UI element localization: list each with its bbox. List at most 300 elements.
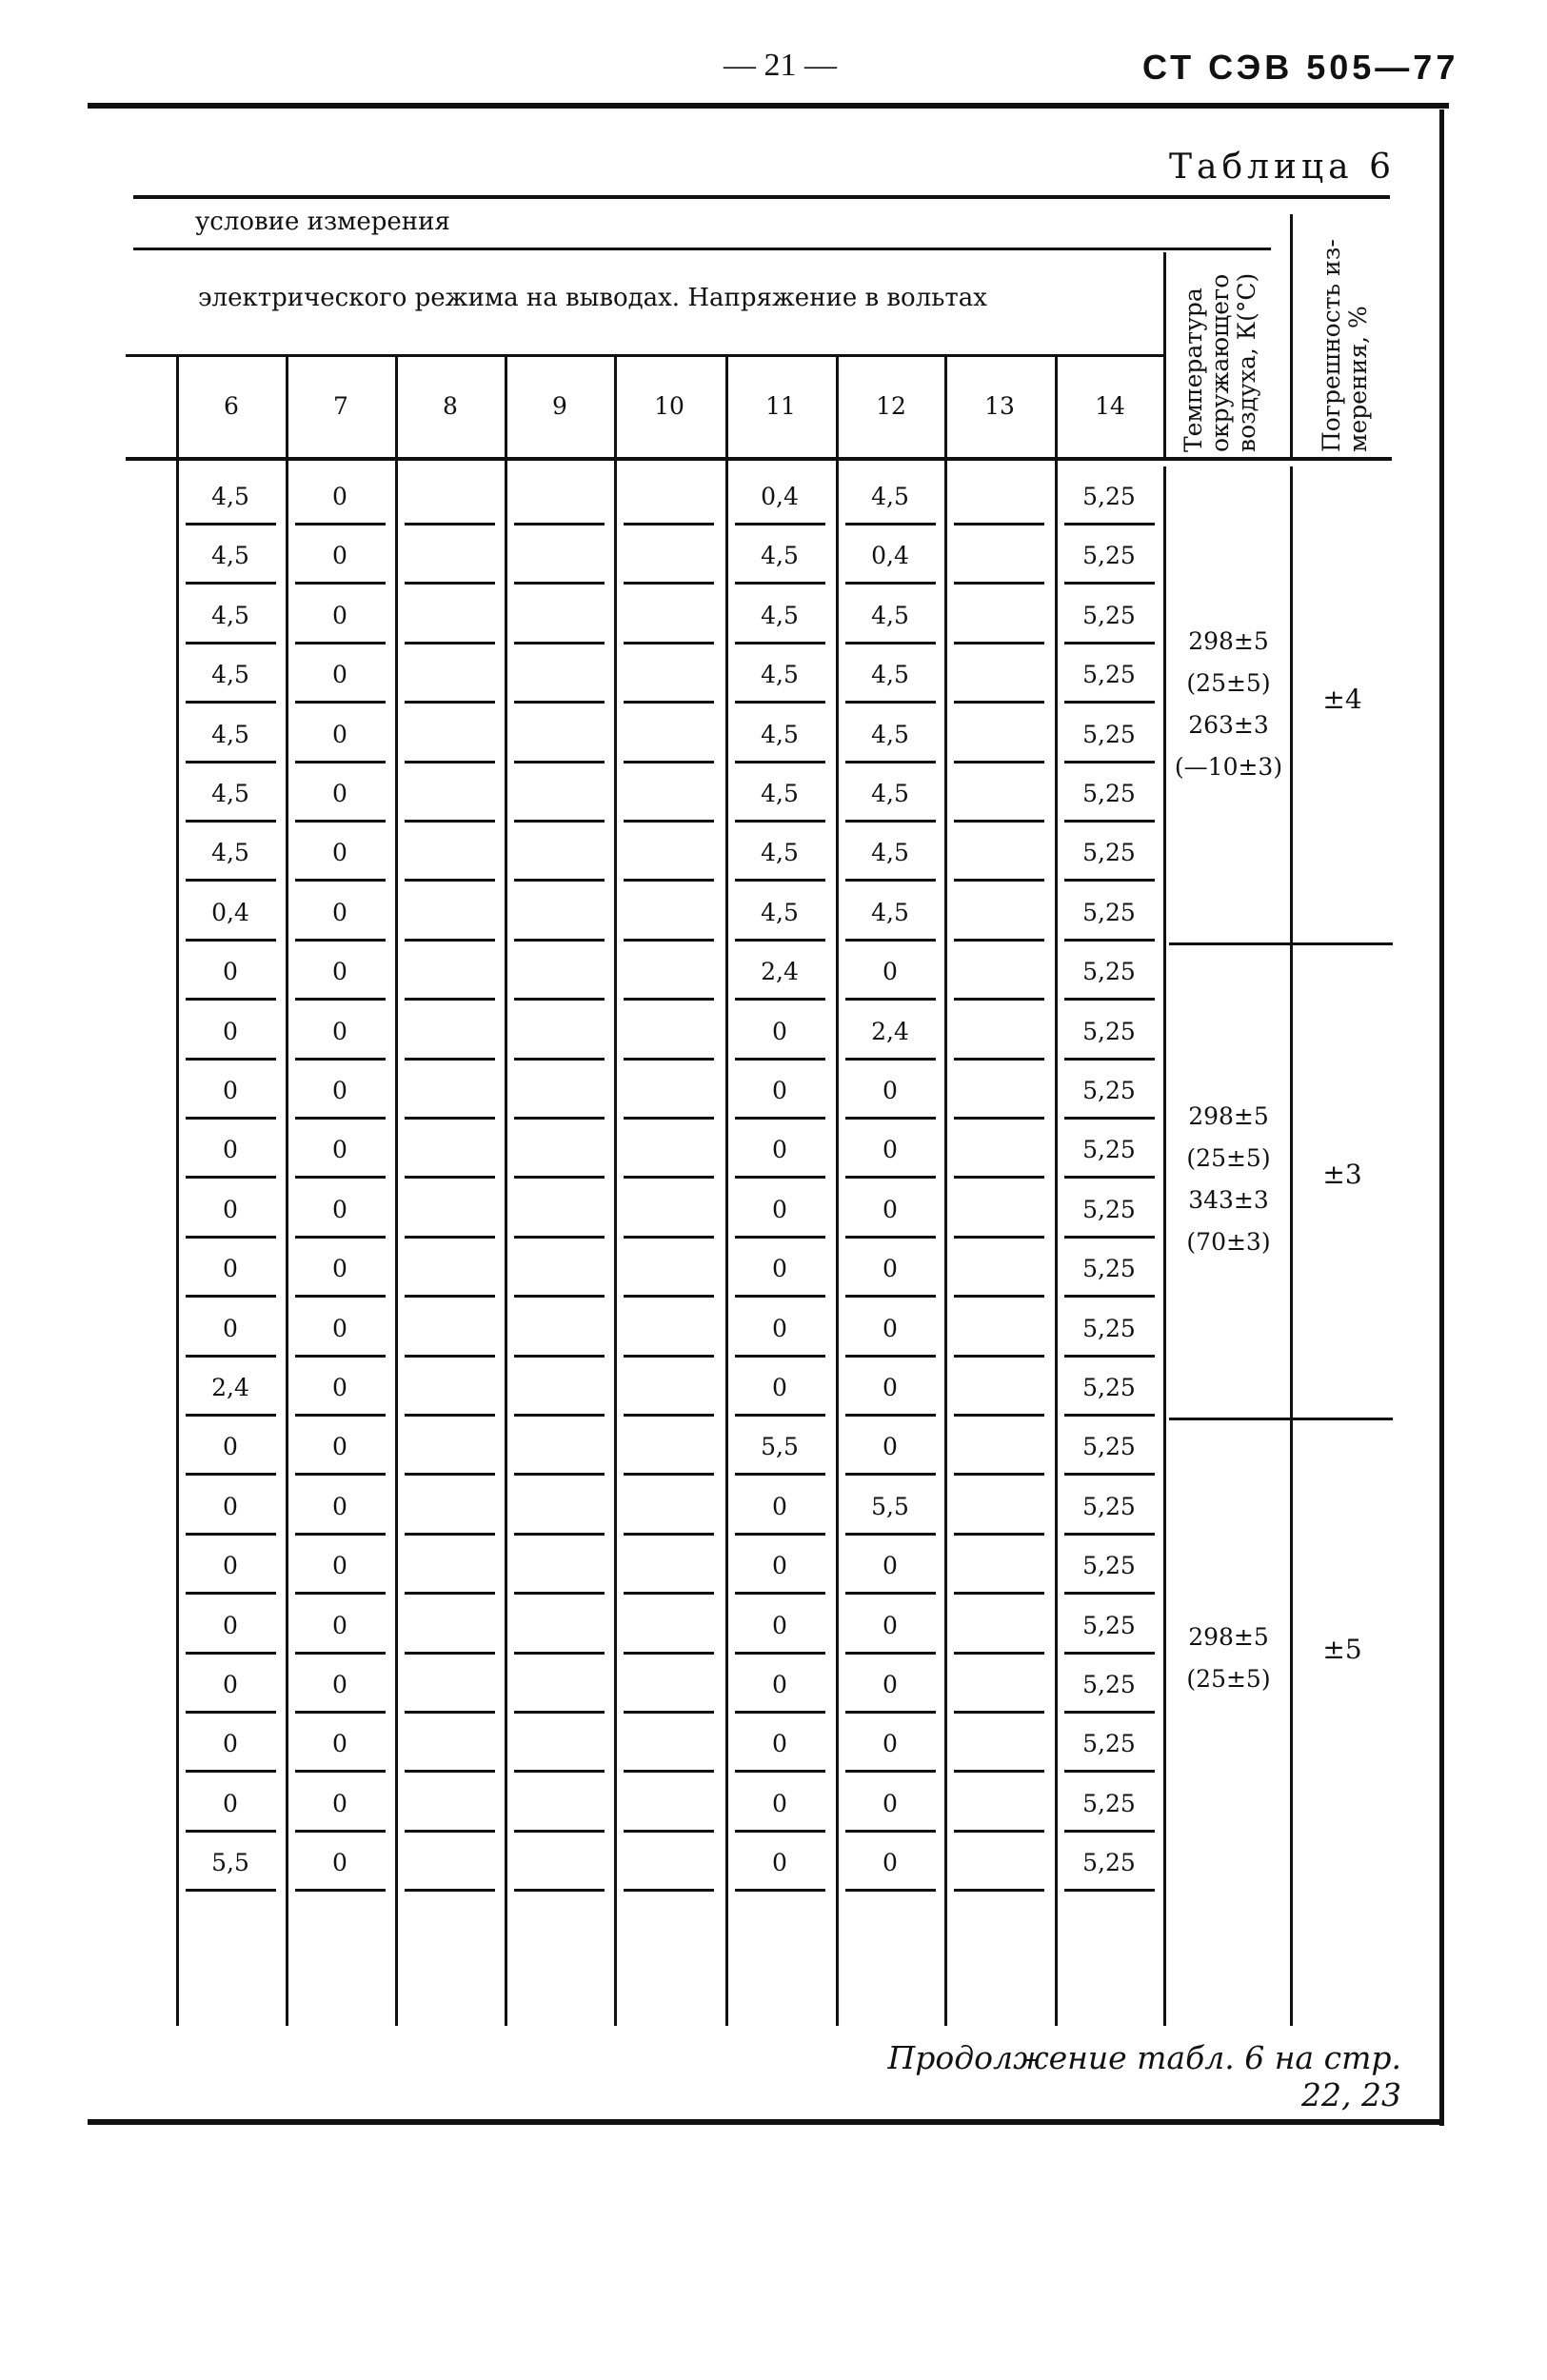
cell-rule (405, 879, 495, 882)
cell-rule (405, 1711, 495, 1714)
right-border (1439, 109, 1444, 2126)
cell-rule (735, 1414, 825, 1417)
cell-rule (845, 642, 936, 645)
table-cell: 0 (332, 1195, 347, 1223)
cell-rule (735, 1058, 825, 1061)
table-cell: 4,5 (211, 661, 249, 689)
group-separator (1169, 1418, 1393, 1420)
cell-rule (624, 523, 714, 526)
cell-rule (735, 939, 825, 942)
temperature-line: 298±5 (1188, 626, 1269, 655)
cell-rule (405, 1473, 495, 1476)
header-top-rule (133, 195, 1390, 199)
header-mid-rule (133, 248, 1271, 250)
table-cell: 4,5 (211, 483, 249, 510)
cell-rule (405, 1117, 495, 1120)
cell-rule (405, 1295, 495, 1298)
cell-rule (624, 939, 714, 942)
cell-rule (624, 1236, 714, 1239)
table-cell: 5,25 (1082, 1849, 1136, 1877)
cell-rule (735, 820, 825, 823)
cell-rule (405, 1355, 495, 1358)
cell-rule (514, 939, 605, 942)
column-number: 8 (443, 392, 458, 420)
cell-rule (514, 1236, 605, 1239)
cell-rule (845, 1830, 936, 1833)
table-cell: 5,25 (1082, 898, 1136, 926)
cell-rule (845, 1117, 936, 1120)
column-separator (614, 354, 617, 2026)
table-cell: 0 (223, 1789, 238, 1817)
cell-rule (735, 879, 825, 882)
cell-rule (405, 582, 495, 585)
cell-rule (845, 1236, 936, 1239)
table-cell: 4,5 (871, 780, 909, 807)
cell-rule (954, 701, 1044, 704)
cell-rule (186, 879, 276, 882)
cell-rule (1064, 582, 1155, 585)
table-cell: 0 (772, 1374, 787, 1401)
cell-rule (624, 879, 714, 882)
table-cell: 5,25 (1082, 780, 1136, 807)
cell-rule (186, 523, 276, 526)
table-cell: 0 (332, 661, 347, 689)
cell-rule (186, 1355, 276, 1358)
cell-rule (624, 1889, 714, 1892)
table-cell: 0 (883, 1849, 898, 1877)
table-cell: 2,4 (211, 1374, 249, 1401)
table-cell: 4,5 (871, 601, 909, 629)
cell-rule (845, 820, 936, 823)
cell-rule (1064, 1770, 1155, 1773)
table-cell: 4,5 (871, 898, 909, 926)
header-rule (88, 103, 1449, 109)
table-cell: 5,5 (761, 1433, 799, 1461)
cell-rule (295, 820, 386, 823)
column-separator (395, 354, 398, 2026)
table-cell: 0 (772, 1255, 787, 1283)
temperature-condition (1169, 1623, 1288, 1707)
cell-rule (295, 1117, 386, 1120)
standard-code: СТ СЭВ 505—77 (1142, 48, 1459, 87)
table-cell: 4,5 (211, 839, 249, 867)
cell-rule (514, 1058, 605, 1061)
cell-rule (186, 939, 276, 942)
cell-rule (405, 642, 495, 645)
cell-rule (845, 582, 936, 585)
cell-rule (624, 1592, 714, 1595)
table-cell: 0 (332, 1255, 347, 1283)
cell-rule (845, 998, 936, 1001)
temperature-line: (25±5) (1186, 668, 1271, 697)
table-cell: 2,4 (871, 1017, 909, 1045)
temp-col-left-border (1163, 252, 1166, 457)
table-cell: 0 (772, 1789, 787, 1817)
table-cell: 5,25 (1082, 1374, 1136, 1401)
cell-rule (186, 1236, 276, 1239)
cell-rule (1064, 820, 1155, 823)
table-cell: 0 (223, 1611, 238, 1639)
cell-rule (186, 1533, 276, 1536)
cell-rule (186, 1711, 276, 1714)
table-cell: 4,5 (871, 661, 909, 689)
cell-rule (845, 1711, 936, 1714)
table-cell: 0 (223, 1730, 238, 1758)
cell-rule (186, 998, 276, 1001)
cell-rule (845, 701, 936, 704)
table-cell: 0,4 (761, 483, 799, 510)
cell-rule (1064, 1236, 1155, 1239)
table-cell: 0 (332, 1136, 347, 1164)
table-cell: 0 (332, 958, 347, 986)
cell-rule (954, 761, 1044, 764)
table-cell: 0 (772, 1552, 787, 1580)
table-cell: 0 (772, 1136, 787, 1164)
table-cell: 5,5 (211, 1849, 249, 1877)
cell-rule (954, 1117, 1044, 1120)
cell-rule (735, 1770, 825, 1773)
table-cell: 0,4 (211, 898, 249, 926)
cell-rule (735, 1117, 825, 1120)
cell-rule (295, 1592, 386, 1595)
cell-rule (845, 1295, 936, 1298)
cell-rule (845, 1770, 936, 1773)
table-cell: 0 (883, 1552, 898, 1580)
cell-rule (186, 1830, 276, 1833)
table-continuation-note: Продолжение табл. 6 на стр. 22, 23 (887, 2039, 1401, 2113)
cell-rule (845, 1176, 936, 1179)
cell-rule (186, 1889, 276, 1892)
cell-rule (624, 1176, 714, 1179)
cell-rule (295, 582, 386, 585)
table-cell: 0 (223, 1136, 238, 1164)
page-number: — 21 — (724, 48, 837, 83)
cell-rule (514, 761, 605, 764)
table-cell: 5,5 (871, 1492, 909, 1520)
table-cell: 5,25 (1082, 601, 1136, 629)
table-cell: 0 (772, 1017, 787, 1045)
cell-rule (845, 1533, 936, 1536)
cell-rule (735, 998, 825, 1001)
cell-rule (405, 1592, 495, 1595)
cell-rule (624, 1770, 714, 1773)
cell-rule (954, 1176, 1044, 1179)
cell-rule (735, 1889, 825, 1892)
cell-rule (1064, 879, 1155, 882)
cell-rule (845, 879, 936, 882)
cell-rule (514, 582, 605, 585)
cell-rule (954, 1770, 1044, 1773)
cell-rule (295, 1533, 386, 1536)
cell-rule (954, 1058, 1044, 1061)
table-cell: 0 (772, 1849, 787, 1877)
cell-rule (1064, 1711, 1155, 1714)
cell-rule (295, 1889, 386, 1892)
table-cell: 4,5 (761, 839, 799, 867)
cell-rule (845, 1355, 936, 1358)
table-cell: 0 (223, 1671, 238, 1698)
cell-rule (845, 939, 936, 942)
cell-rule (405, 939, 495, 942)
table-cell: 0 (772, 1611, 787, 1639)
cell-rule (1064, 1830, 1155, 1833)
table-cell: 5,25 (1082, 1255, 1136, 1283)
cell-rule (186, 1652, 276, 1655)
cell-rule (514, 1473, 605, 1476)
table-cell: 0 (332, 1077, 347, 1104)
table-cell: 0 (332, 601, 347, 629)
cell-rule (735, 1355, 825, 1358)
cell-rule (295, 998, 386, 1001)
cell-rule (954, 939, 1044, 942)
table-cell: 0 (883, 1671, 898, 1698)
cell-rule (1064, 1117, 1155, 1120)
cell-rule (295, 1830, 386, 1833)
cell-rule (1064, 642, 1155, 645)
cell-rule (954, 998, 1044, 1001)
table-cell: 0 (332, 720, 347, 748)
table-cell: 0 (883, 1433, 898, 1461)
cell-rule (1064, 1355, 1155, 1358)
table-cell: 5,25 (1082, 839, 1136, 867)
cell-rule (735, 701, 825, 704)
cell-rule (405, 998, 495, 1001)
table-cell: 0 (332, 1730, 347, 1758)
cell-rule (735, 1533, 825, 1536)
table-cell: 0 (883, 958, 898, 986)
table-cell: 0 (772, 1492, 787, 1520)
cell-rule (405, 1830, 495, 1833)
cell-rule (295, 523, 386, 526)
cell-rule (624, 582, 714, 585)
table-cell: 4,5 (211, 720, 249, 748)
table-cell: 0 (883, 1077, 898, 1104)
cell-rule (624, 1355, 714, 1358)
cell-rule (624, 998, 714, 1001)
cell-rule (514, 998, 605, 1001)
table-title: Таблица 6 (1169, 148, 1396, 187)
cell-rule (735, 1830, 825, 1833)
column-number: 10 (654, 392, 684, 420)
cell-rule (405, 1414, 495, 1417)
cell-rule (186, 582, 276, 585)
table-cell: 0 (223, 1314, 238, 1342)
table-cell: 0 (772, 1730, 787, 1758)
cell-rule (295, 879, 386, 882)
cell-rule (186, 1058, 276, 1061)
table-cell: 0 (223, 1077, 238, 1104)
table-cell: 4,5 (871, 839, 909, 867)
cell-rule (295, 1473, 386, 1476)
cell-rule (514, 523, 605, 526)
cell-rule (295, 1058, 386, 1061)
table-cell: 4,5 (871, 483, 909, 510)
table-cell: 0 (772, 1077, 787, 1104)
cell-rule (186, 642, 276, 645)
cell-rule (295, 642, 386, 645)
cell-rule (1064, 523, 1155, 526)
table-cell: 0 (883, 1136, 898, 1164)
cell-rule (954, 1533, 1044, 1536)
cell-rule (405, 1533, 495, 1536)
cell-rule (954, 1830, 1044, 1833)
cell-rule (514, 1711, 605, 1714)
cell-rule (186, 1770, 276, 1773)
cell-rule (295, 1236, 386, 1239)
table-cell: 5,25 (1082, 958, 1136, 986)
table-cell: 4,5 (761, 780, 799, 807)
table-cell: 0 (332, 1314, 347, 1342)
cell-rule (295, 1414, 386, 1417)
cell-rule (295, 1295, 386, 1298)
table-cell: 0 (332, 1611, 347, 1639)
table-cell: 0 (332, 1789, 347, 1817)
cell-rule (514, 1117, 605, 1120)
cell-rule (735, 1592, 825, 1595)
table-cell: 4,5 (761, 898, 799, 926)
cell-rule (186, 1176, 276, 1179)
cell-rule (514, 1592, 605, 1595)
cell-rule (514, 642, 605, 645)
table-cell: 0 (223, 958, 238, 986)
table-cell: 0 (223, 1492, 238, 1520)
cell-rule (735, 1236, 825, 1239)
cell-rule (514, 701, 605, 704)
cell-rule (295, 761, 386, 764)
cell-rule (954, 1652, 1044, 1655)
cell-rule (954, 1355, 1044, 1358)
cell-rule (735, 1473, 825, 1476)
cell-rule (186, 761, 276, 764)
table-cell: 4,5 (211, 601, 249, 629)
temperature-line: (—10±3) (1174, 752, 1283, 781)
measurement-error: ±3 (1322, 1158, 1362, 1190)
table-cell: 4,5 (871, 720, 909, 748)
table-cell: 0 (332, 1374, 347, 1401)
cell-rule (514, 1770, 605, 1773)
table-cell: 0 (883, 1255, 898, 1283)
cell-rule (735, 523, 825, 526)
column-number: 13 (984, 392, 1015, 420)
table-cell: 0 (332, 898, 347, 926)
temperature-line: 298±5 (1188, 1623, 1269, 1651)
cell-rule (405, 820, 495, 823)
cell-rule (624, 1414, 714, 1417)
column-number: 11 (765, 392, 796, 420)
table-cell: 0 (772, 1671, 787, 1698)
cell-rule (735, 761, 825, 764)
cell-rule (514, 1830, 605, 1833)
cell-rule (624, 1058, 714, 1061)
table-cell: 0 (883, 1730, 898, 1758)
table-cell: 0 (223, 1433, 238, 1461)
table-cell: 4,5 (761, 601, 799, 629)
table-cell: 0 (332, 1433, 347, 1461)
table-cell: 0 (332, 1671, 347, 1698)
cell-rule (1064, 1592, 1155, 1595)
group-separator (1169, 942, 1393, 945)
column-number: 14 (1095, 392, 1125, 420)
table-cell: 0 (883, 1374, 898, 1401)
cell-rule (295, 701, 386, 704)
cell-rule (1064, 1176, 1155, 1179)
temperature-line: (25±5) (1186, 1665, 1271, 1693)
table-cell: 5,25 (1082, 1077, 1136, 1104)
cell-rule (1064, 1652, 1155, 1655)
table-cell: 5,25 (1082, 1017, 1136, 1045)
cell-rule (514, 1414, 605, 1417)
table-cell: 0 (223, 1195, 238, 1223)
table-cell: 5,25 (1082, 1433, 1136, 1461)
table-cell: 5,25 (1082, 1671, 1136, 1698)
cell-rule (405, 701, 495, 704)
cell-rule (954, 1473, 1044, 1476)
cell-rule (405, 1652, 495, 1655)
table-cell: 0 (223, 1552, 238, 1580)
table-cell: 5,25 (1082, 542, 1136, 570)
column-number: 6 (224, 392, 239, 420)
table-cell: 5,25 (1082, 1195, 1136, 1223)
cell-rule (1064, 701, 1155, 704)
temperature-condition (1169, 627, 1288, 795)
cell-rule (845, 1414, 936, 1417)
cell-rule (954, 820, 1044, 823)
table-cell: 4,5 (761, 720, 799, 748)
table-cell: 0 (332, 1849, 347, 1877)
cell-rule (735, 1295, 825, 1298)
cell-rule (1064, 1533, 1155, 1536)
temperature-line: 298±5 (1188, 1101, 1269, 1130)
cell-rule (1064, 1295, 1155, 1298)
column-separator (505, 354, 507, 2026)
cell-rule (295, 939, 386, 942)
cell-rule (295, 1652, 386, 1655)
header-mid-label: электрического режима на выводах. Напряжение в вольтах (198, 284, 987, 312)
cell-rule (1064, 998, 1155, 1001)
cell-rule (954, 1592, 1044, 1595)
error-column-header: Погрешность из-мерения, % (1318, 239, 1372, 452)
cell-rule (186, 1117, 276, 1120)
cell-rule (845, 523, 936, 526)
cell-rule (735, 1711, 825, 1714)
column-number: 12 (876, 392, 906, 420)
cell-rule (954, 1889, 1044, 1892)
cell-rule (514, 1889, 605, 1892)
cell-rule (845, 1652, 936, 1655)
table-cell: 4,5 (211, 542, 249, 570)
cell-rule (624, 820, 714, 823)
cell-rule (954, 582, 1044, 585)
table-cell: 5,25 (1082, 1552, 1136, 1580)
cell-rule (186, 1473, 276, 1476)
cell-rule (954, 1236, 1044, 1239)
table-cell: 5,25 (1082, 483, 1136, 510)
cell-rule (954, 642, 1044, 645)
cell-rule (954, 523, 1044, 526)
cell-rule (1064, 1058, 1155, 1061)
cell-rule (624, 642, 714, 645)
cell-rule (624, 1473, 714, 1476)
table-cell: 5,25 (1082, 1611, 1136, 1639)
cell-rule (735, 582, 825, 585)
cell-rule (1064, 1414, 1155, 1417)
cell-rule (405, 1236, 495, 1239)
table-cell: 0 (883, 1314, 898, 1342)
error-col-left-border (1290, 214, 1293, 457)
table-cell: 4,5 (211, 780, 249, 807)
table-cell: 0,4 (871, 542, 909, 570)
temperature-line: (70±3) (1186, 1227, 1271, 1256)
